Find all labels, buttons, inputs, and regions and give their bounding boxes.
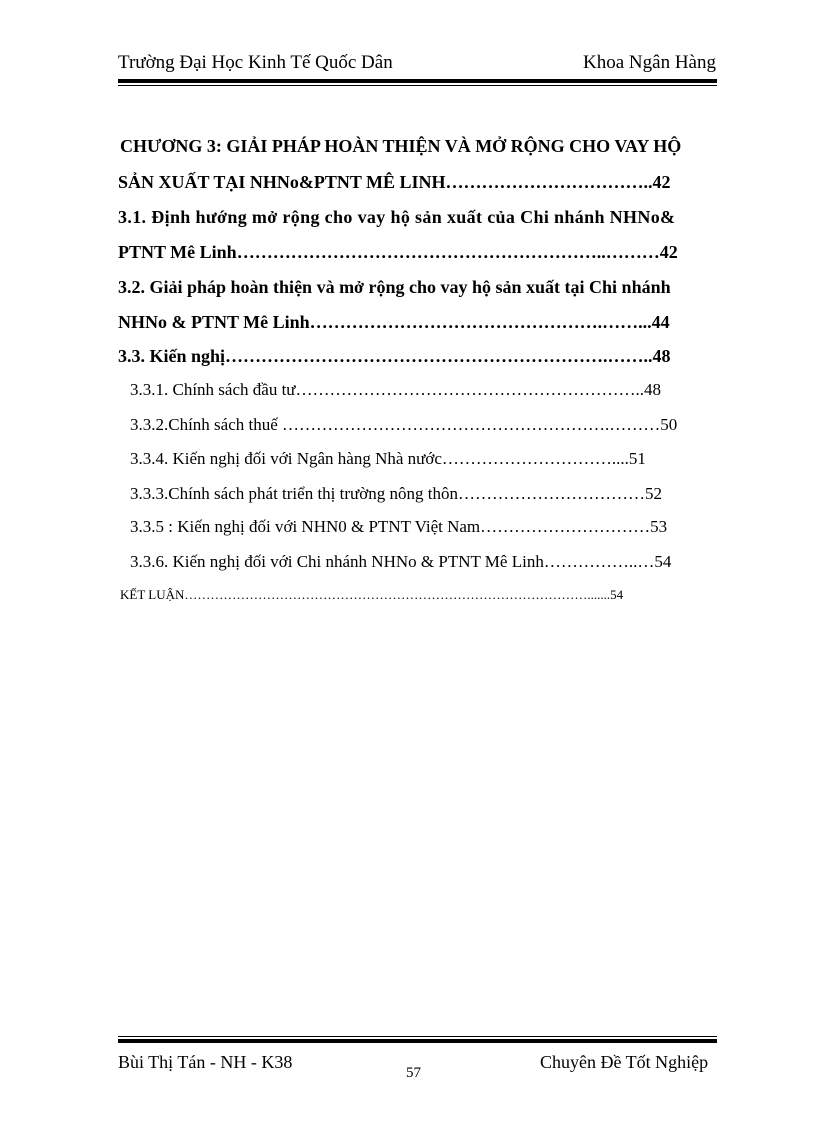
page-number: 57 — [406, 1065, 421, 1081]
toc-section-3-1-line2: PTNT Mê Linh……………………………………………………..………42 — [118, 242, 678, 262]
toc-chapter3-line2: SẢN XUẤT TẠI NHNo&PTNT MÊ LINH……………………………..42 — [118, 172, 671, 192]
toc-section-3-3-1: 3.3.1. Chính sách đầu tư……………………………………………………..48 — [130, 380, 662, 399]
header-university: Trường Đại Học Kinh Tế Quốc Dân — [118, 52, 393, 73]
header-faculty: Khoa Ngân Hàng — [583, 52, 716, 73]
page-header — [118, 52, 716, 74]
toc-section-3-3-6: 3.3.6. Kiến nghị đối với Chi nhánh NHNo & PTNT Mê Linh……………..…54 — [130, 552, 672, 571]
header-rule-thin — [118, 85, 717, 86]
footer-thesis-title: Chuyên Đề Tốt Nghiệp — [540, 1052, 709, 1072]
toc-section-3-3: 3.3. Kiến nghị……………………………………………………….……..48 — [118, 346, 671, 366]
toc-section-3-2-line1: 3.2. Giải pháp hoàn thiện và mở rộng cho vay hộ sản xuất tại Chi nhánh — [118, 277, 671, 297]
toc-chapter3-line1: CHƯƠNG 3: GIẢI PHÁP HOÀN THIỆN VÀ MỞ RỘNG CHO VAY HỘ — [120, 136, 682, 156]
footer-author: Bùi Thị Tán - NH - K38 — [118, 1052, 293, 1072]
toc-section-3-3-4: 3.3.4. Kiến nghị đối với Ngân hàng Nhà nước…………………………....51 — [130, 449, 646, 468]
header-rule-thick — [118, 79, 717, 83]
toc-section-3-3-3: 3.3.3.Chính sách phát triển thị trường nông thôn……………………………52 — [130, 484, 662, 503]
footer-rule-thick — [118, 1039, 717, 1043]
toc-section-3-3-2: 3.3.2.Chính sách thuế ………………………………………………….………50 — [130, 415, 678, 434]
toc-section-3-1-line1: 3.1. Định hướng mở rộng cho vay hộ sản xuất của Chi nhánh NHNo& — [118, 207, 676, 227]
footer-rule-thin — [118, 1036, 717, 1037]
toc-conclusion: KẾT LUẬN………………………………………………………………………………….......54 — [120, 587, 624, 602]
toc-section-3-2-line2: NHNo & PTNT Mê Linh………………………………………….……...44 — [118, 312, 670, 332]
toc-section-3-3-5: 3.3.5 : Kiến nghị đối với NHN0 & PTNT Việt Nam…………………………53 — [130, 517, 668, 536]
